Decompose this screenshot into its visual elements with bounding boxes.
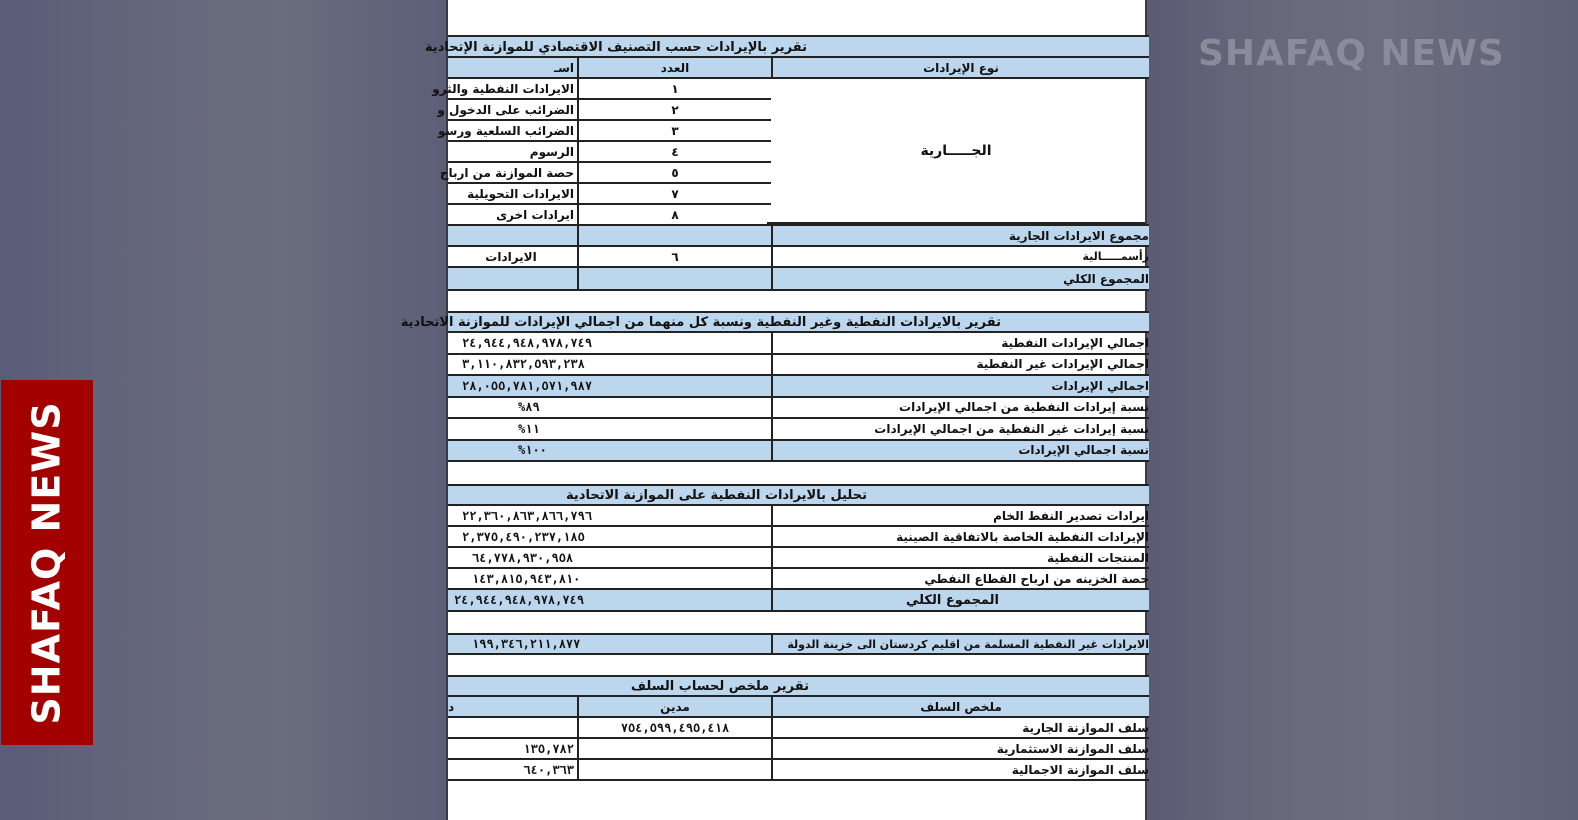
item-count: ٥ <box>577 163 771 182</box>
background-right <box>1148 0 1578 820</box>
table3-total-label: المجموع الكلي <box>771 590 1149 610</box>
advance-debit <box>577 760 771 779</box>
advance-debit <box>577 739 771 758</box>
table1-item-row <box>438 121 771 142</box>
header-count: العدد <box>577 58 771 77</box>
table1-title-row <box>424 35 1149 57</box>
table1-title: تقرير بالإيرادات حسب التصنيف الاقتصادي للموازنة الإتحادية <box>424 39 807 55</box>
advance-label: سلف الموازنة الاستثمارية <box>771 739 1149 758</box>
item-name: الضرائب السلعية ورسو <box>438 123 574 138</box>
table3-value: ١٤٣,٨١٥,٩٤٣,٨١٠ <box>472 571 581 586</box>
table3-value: ٢٢,٣٦٠,٨٦٣,٨٦٦,٧٩٦ <box>462 508 593 523</box>
table2-row <box>448 376 1149 398</box>
table1-item-row <box>448 205 771 226</box>
table2-row <box>448 333 1149 355</box>
advance-credit: ١٣٥,٧٨٢ <box>523 741 574 756</box>
table3-label: ايرادات تصدير النفط الخام <box>771 506 1149 525</box>
table2-value: %١٠٠ <box>518 443 547 458</box>
item-name: الضرائب على الدخول و <box>437 102 574 117</box>
table4-row <box>448 718 1149 739</box>
advance-label: سلف الموازنة الاجمالية <box>771 760 1149 779</box>
kurdistan-row <box>448 633 1149 655</box>
table2-title: تقرير بالايرادات النفطية وغير النفطية ونسبة كل منهما من اجمالي الإيرادات للموازنة الاتحادية <box>400 314 1001 330</box>
merged-current-revenue-cell: الجـــــارية <box>767 79 1145 224</box>
table1-item-row <box>439 163 771 184</box>
table2-row <box>448 355 1149 377</box>
kurdistan-value: ١٩٩,٣٤٦,٢١١,٨٧٧ <box>472 637 581 651</box>
table2-value: %١١ <box>518 421 540 436</box>
table4-title: تقرير ملخص لحساب السلف <box>630 678 809 694</box>
watermark-logo-text: SHAFAQ NEWS <box>1198 33 1505 74</box>
table3-total-row <box>448 590 1149 612</box>
table2-label: نسبة إيرادات غير النفطية من اجمالي الإيرادات <box>771 419 1149 439</box>
table2-row <box>448 398 1149 420</box>
item-count: ٨ <box>577 205 771 224</box>
table1-capital-row <box>448 247 1149 268</box>
item-name: ايرادات اخرى <box>496 207 574 222</box>
table1-item-row <box>437 100 771 121</box>
item-count: ٢ <box>577 100 771 119</box>
table4-title-row <box>448 675 1149 697</box>
capital-type: رأسمـــــالية <box>771 247 1149 266</box>
header-debit: مدين <box>577 697 771 716</box>
item-count: ٧ <box>577 184 771 203</box>
table2-value: ٢٤,٩٤٤,٩٤٨,٩٧٨,٧٤٩ <box>462 335 593 350</box>
table3-title-row <box>448 484 1149 506</box>
item-count: ٤ <box>577 142 771 161</box>
table2-label: اجمالي الإيرادات النفطية <box>771 333 1149 353</box>
advance-credit <box>448 718 577 737</box>
spreadsheet-document <box>400 0 1149 820</box>
table3-value: ٢,٣٧٥,٤٩٠,٢٣٧,١٨٥ <box>462 529 585 544</box>
item-count: ١ <box>577 79 771 98</box>
advance-label: سلف الموازنة الجارية <box>771 718 1149 737</box>
table3-title: تحليل بالايرادات النفطية على الموازنة الاتحادية <box>566 487 867 503</box>
table1-item-row <box>448 142 771 163</box>
table3-label: المنتجات النفطية <box>771 548 1149 567</box>
header-advances-summary: ملخص السلف <box>771 697 1149 716</box>
grand-total-name <box>448 268 577 289</box>
table4-header-row <box>448 697 1149 718</box>
table2-value: ٣,١١٠,٨٣٢,٥٩٣,٢٣٨ <box>462 357 585 372</box>
table2-row <box>448 441 1149 463</box>
table3-row <box>448 569 1149 590</box>
table2-label: اجمالي الإيرادات غير النفطية <box>771 355 1149 375</box>
item-name: الرسوم <box>529 144 574 159</box>
table3-row <box>448 548 1149 569</box>
table2-value: %٨٩ <box>518 400 540 415</box>
table1-subtotal-row <box>448 224 1149 247</box>
table2-value: ٢٨,٠٥٥,٧٨١,٥٧١,٩٨٧ <box>462 378 593 393</box>
capital-count: ٦ <box>577 247 771 266</box>
grand-total-count <box>577 268 771 289</box>
table1-grand-total-row <box>448 268 1149 291</box>
grand-total-label: المجموع الكلي <box>771 268 1149 289</box>
item-name: الايرادات التحويلية <box>467 186 574 201</box>
header-revenue-type: نوع الإيرادات <box>771 58 1149 77</box>
table3-label: حصة الخزينه من ارباح القطاع النفطي <box>771 569 1149 588</box>
subtotal-count <box>577 226 771 245</box>
table3-total-value: ٢٤,٩٤٤,٩٤٨,٩٧٨,٧٤٩ <box>454 593 585 607</box>
subtotal-label: مجموع الايرادات الجارية <box>771 226 1149 245</box>
table2-label: اجمالي الإيرادات <box>771 376 1149 396</box>
table3-row <box>448 527 1149 548</box>
table3-value: ٦٤,٧٧٨,٩٣٠,٩٥٨ <box>472 550 574 565</box>
advance-debit: ٧٥٤,٥٩٩,٤٩٥,٤١٨ <box>577 718 771 737</box>
table2-title-row <box>400 311 1149 333</box>
advance-credit: ٦٤٠,٣٦٣ <box>523 762 574 777</box>
table2-row <box>448 419 1149 441</box>
subtotal-name <box>448 226 577 245</box>
table4-row <box>448 760 1149 781</box>
table2-label: نسبة اجمالي الإيرادات <box>771 441 1149 461</box>
kurdistan-label: الايرادات غير النفطية المسلمة من اقليم كردستان الى خزينة الدولة <box>771 635 1149 653</box>
item-name: حصة الموازنة من ارباح <box>439 165 574 180</box>
table4-row <box>448 739 1149 760</box>
table2-label: نسبة إيرادات النفطية من اجمالي الإيرادات <box>771 398 1149 418</box>
header-credit: د <box>448 699 455 714</box>
table3-row <box>448 506 1149 527</box>
table3-label: الإيرادات النفطية الخاصة بالاتفاقية الصينية <box>771 527 1149 546</box>
item-name: الايرادات النفطية والثرو <box>432 81 574 96</box>
table1-item-row <box>432 79 771 100</box>
table1-item-row <box>448 184 771 205</box>
capital-name: الايرادات <box>485 249 537 264</box>
item-count: ٣ <box>577 121 771 140</box>
header-name: اسـ <box>553 60 574 75</box>
side-badge-logo <box>1 380 93 745</box>
side-badge-text: SHAFAQ NEWS <box>25 400 70 725</box>
table1-header-row <box>448 56 1149 79</box>
